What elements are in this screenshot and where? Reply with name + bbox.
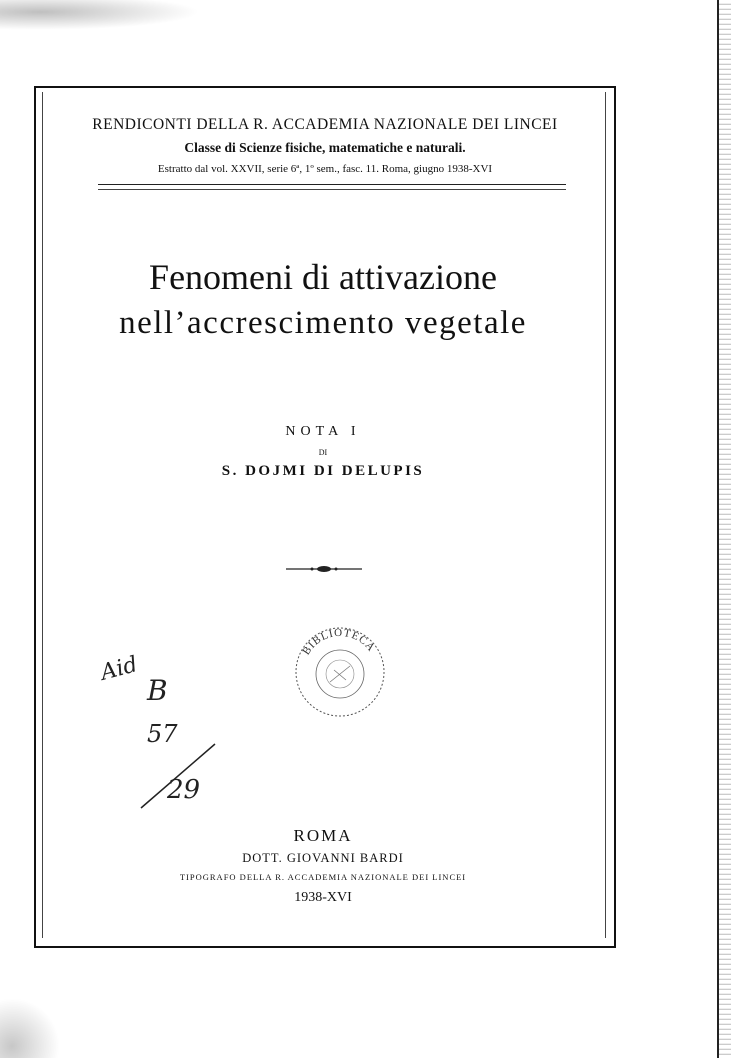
- title-line-1: Fenomeni di attivazione: [149, 257, 497, 297]
- library-stamp-icon: [290, 622, 390, 722]
- svg-text:BIBLIOTECA: [300, 627, 377, 657]
- extract-note: Estratto dal vol. XXVII, serie 6ª, 1º sem., fasc. 11. Roma, giugno 1938-XVI: [157, 163, 493, 175]
- handwritten-shelfmark-icon: [95, 640, 235, 820]
- bottom-rule: [36, 946, 611, 947]
- shelfmark-line-2: B: [147, 674, 168, 707]
- shelfmark-line-1: Aid: [98, 652, 141, 686]
- stamp-text: BIBLIOTECA: [300, 626, 378, 658]
- title-line-2: nell’accrescimento vegetale: [119, 305, 527, 341]
- note-label: NOTA I: [285, 424, 361, 439]
- shelfmark-line-4: 29: [167, 775, 201, 805]
- note-block: [40, 424, 606, 480]
- scan-shadow-top: [0, 0, 200, 30]
- ornament-rule-icon: [284, 563, 364, 575]
- scan-edge-right: [717, 0, 731, 1058]
- journal-title: RENDICONTI DELLA R. ACCADEMIA NAZIONALE DEI LINCEI: [92, 116, 558, 133]
- imprint-city: ROMA: [293, 826, 353, 845]
- imprint-year: 1938-XVI: [294, 890, 352, 905]
- imprint-publisher: DOTT. GIOVANNI BARDI: [242, 851, 404, 865]
- journal-header: [60, 116, 590, 175]
- header-rule: [98, 184, 566, 190]
- paper-title: [40, 255, 606, 347]
- journal-class: Classe di Scienze fisiche, matematiche e naturali.: [184, 140, 466, 155]
- imprint-printer: TIPOGRAFO DELLA R. ACCADEMIA NAZIONALE DEI LINCEI: [179, 872, 467, 882]
- author-name: S. DOJMI DI DELUPIS: [221, 463, 425, 479]
- note-di: DI: [318, 448, 328, 457]
- scan-shadow-bottom: [0, 998, 60, 1058]
- shelfmark-line-3: 57: [147, 720, 178, 748]
- imprint-block: [40, 826, 606, 906]
